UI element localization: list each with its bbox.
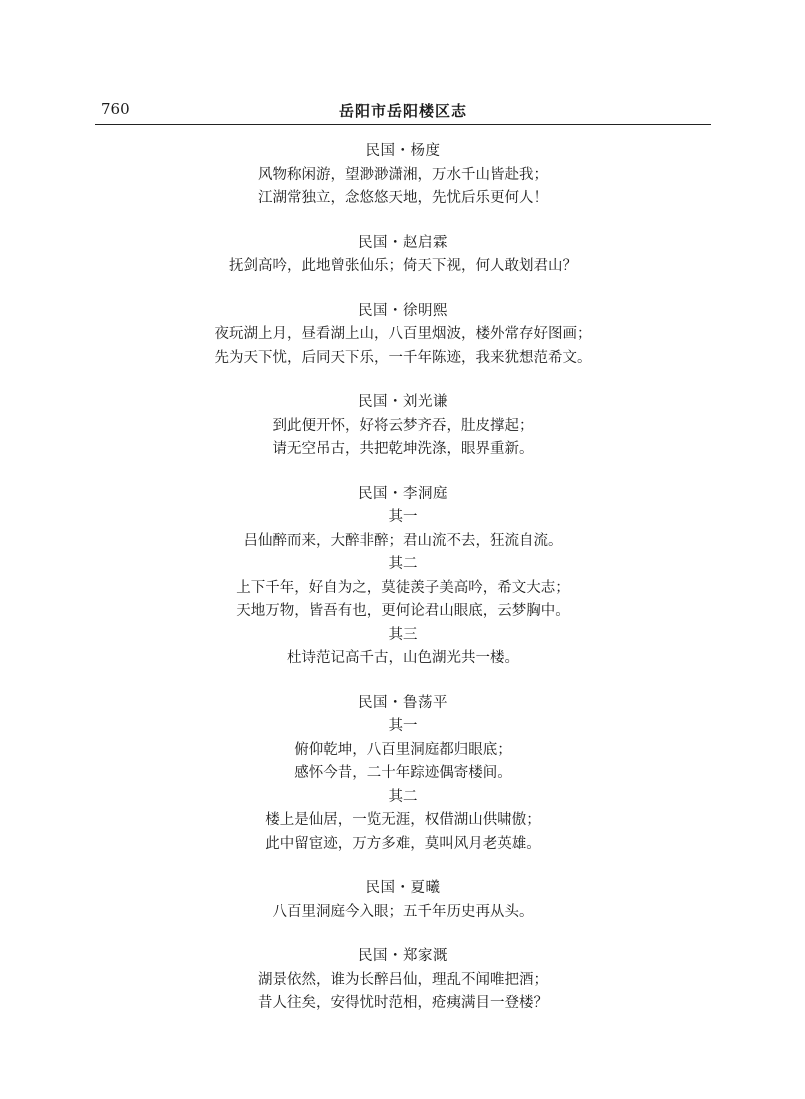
couplet-line: 先为天下忧，后同天下乐，一千年陈迹，我来犹想范希文。 <box>214 349 592 366</box>
couplet-line: 吕仙醉而来，大醉非醉；君山流不去，狂流自流。 <box>243 532 563 549</box>
couplet-block <box>95 232 711 279</box>
couplet-block <box>95 300 711 371</box>
section-heading: 其二 <box>388 788 418 805</box>
couplet-line: 天地万物，皆吾有也，更何论君山眼底，云梦胸中。 <box>236 603 570 619</box>
couplet-block <box>95 945 711 1016</box>
couplet-line: 夜玩湖上月，昼看湖上山，八百里烟波，楼外常存好图画； <box>214 326 592 342</box>
couplet-block <box>95 692 711 857</box>
author-heading: 民国・郑家溉 <box>358 948 448 964</box>
author-heading: 民国・鲁荡平 <box>358 694 448 711</box>
page-header <box>95 96 711 125</box>
couplet-line: 到此便开怀，好将云梦齐吞，肚皮撑起； <box>272 417 534 434</box>
couplet-list <box>95 140 711 1037</box>
couplet-block <box>95 140 711 211</box>
author-heading: 民国・徐明熙 <box>358 302 448 319</box>
couplet-line: 昔人往矣，安得忧时范相，疮痍满目一登楼？ <box>258 995 548 1011</box>
couplet-block <box>95 483 711 671</box>
couplet-line: 上下千年，好自为之，莫徒羡子美高吟，希文大志； <box>236 579 570 596</box>
couplet-line: 楼上是仙居，一览无涯，权借湖山供啸傲； <box>265 812 541 828</box>
couplet-line: 八百里洞庭今入眼；五千年历史再从头。 <box>272 903 534 920</box>
author-heading: 民国・夏曦 <box>365 880 441 896</box>
page-number: 760 <box>101 100 130 118</box>
couplet-block <box>95 391 711 462</box>
couplet-line: 江湖常独立，念悠悠天地，先忧后乐更何人！ <box>258 190 548 206</box>
couplet-line: 请无空吊古，共把乾坤洗涤，眼界重新。 <box>272 441 534 457</box>
section-heading: 其三 <box>388 626 418 643</box>
author-heading: 民国・赵启霖 <box>358 234 448 251</box>
couplet-line: 俯仰乾坤，八百里洞庭都归眼底； <box>294 741 512 758</box>
author-heading: 民国・刘光谦 <box>358 394 448 410</box>
section-heading: 其二 <box>388 556 418 572</box>
section-heading: 其一 <box>388 718 418 734</box>
author-heading: 民国・杨度 <box>365 143 441 159</box>
couplet-block <box>95 877 711 924</box>
book-title: 岳阳市岳阳楼区志 <box>338 102 467 120</box>
couplet-line: 风物称闲游，望渺渺潇湘，万水千山皆赴我； <box>258 166 548 183</box>
couplet-line: 此中留宦迹，万方多难，莫叫风月老英雄。 <box>265 835 541 852</box>
section-heading: 其一 <box>388 509 418 525</box>
author-heading: 民国・李洞庭 <box>358 485 448 502</box>
couplet-line: 抚剑高吟，此地曾张仙乐；倚天下视，何人敢划君山？ <box>229 258 577 274</box>
couplet-line: 杜诗范记高千古，山色湖光共一楼。 <box>287 650 519 666</box>
couplet-line: 湖景依然，谁为长醉吕仙，理乱不闻唯把酒； <box>258 971 548 988</box>
couplet-line: 感怀今昔，二十年踪迹偶寄楼间。 <box>294 765 512 781</box>
